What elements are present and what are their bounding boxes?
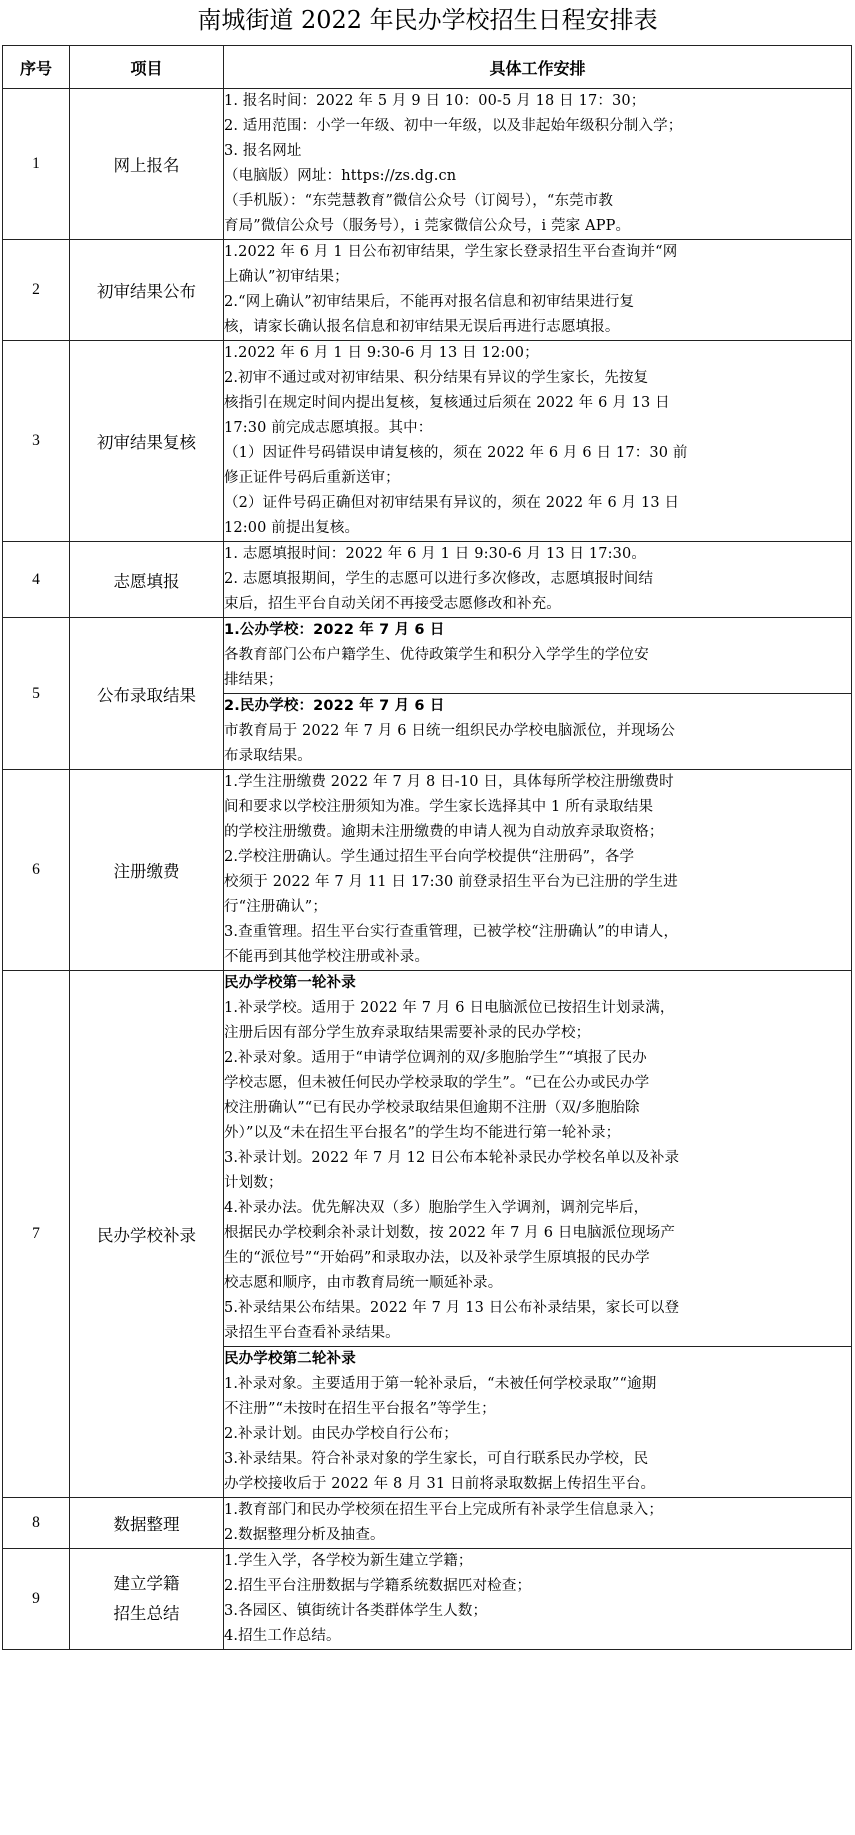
detail-line: 12:00 前提出复核。 (224, 520, 360, 536)
row-detail-section (224, 1347, 852, 1498)
row-item (70, 1549, 224, 1650)
row-number: 9 (3, 1549, 70, 1650)
detail-line: 2. 志愿填报期间，学生的志愿可以进行多次修改，志愿填报时间结 (224, 571, 654, 587)
detail-line: 市教育局于 2022 年 7 月 6 日统一组织民办学校电脑派位，并现场公 (224, 723, 676, 739)
row-detail (224, 341, 852, 542)
header-no: 序号 (3, 46, 70, 89)
detail-line: 3. 报名网址 (224, 143, 302, 159)
detail-line: 根据民办学校剩余补录计划数，按 2022 年 7 月 6 日电脑派位现场产 (224, 1225, 676, 1241)
detail-line: 校须于 2022 年 7 月 11 日 17:30 前登录招生平台为已注册的学生进 (224, 874, 678, 890)
detail-line: 的学校注册缴费。逾期未注册缴费的申请人视为自动放弃录取资格； (224, 824, 664, 840)
detail-line: （1）因证件号码错误申请复核的，须在 2022 年 6 月 6 日 17：30 前 (224, 445, 688, 461)
detail-line: 1.2022 年 6 月 1 日 9:30-6 月 13 日 12:00； (224, 345, 539, 361)
table-row (3, 341, 852, 542)
detail-line: 上确认”初审结果； (224, 269, 349, 285)
row-detail (224, 770, 852, 971)
detail-line: 17:30 前完成志愿填报。其中： (224, 420, 433, 436)
table-body (3, 89, 852, 1650)
row-detail-section (224, 694, 852, 770)
row-detail-section (224, 971, 852, 1347)
detail-line: 3.查重管理。招生平台实行查重管理，已被学校“注册确认”的申请人， (224, 924, 679, 940)
header-item: 项目 (70, 46, 224, 89)
detail-line: 1. 志愿填报时间：2022 年 6 月 1 日 9:30-6 月 13 日 17:30。 (224, 546, 647, 562)
row-item: 初审结果公布 (70, 240, 224, 341)
document-title: 南城街道 2022 年民办学校招生日程安排表 (197, 6, 658, 34)
row-number: 5 (3, 618, 70, 770)
detail-line: 1.学生注册缴费 2022 年 7 月 8 日-10 日，具体每所学校注册缴费时 (224, 774, 674, 790)
detail-line: 学校志愿，但未被任何民办学校录取的学生”。“已在公办或民办学 (224, 1075, 650, 1091)
detail-line: 各教育部门公布户籍学生、优待政策学生和积分入学学生的学位安 (224, 647, 649, 663)
detail-line: 核，请家长确认报名信息和初审结果无误后再进行志愿填报。 (224, 319, 620, 335)
detail-line: 2. 适用范围：小学一年级、初中一年级，以及非起始年级积分制入学； (224, 118, 683, 134)
detail-line: 3.补录结果。符合补录对象的学生家长，可自行联系民办学校，民 (224, 1451, 649, 1467)
detail-line: 排结果； (224, 672, 283, 688)
detail-line: 校志愿和顺序，由市教育局统一顺延补录。 (224, 1275, 503, 1291)
row-number: 2 (3, 240, 70, 341)
section-heading: 民办学校第二轮补录 (224, 1351, 356, 1367)
detail-line: 录招生平台查看补录结果。 (224, 1325, 400, 1341)
detail-line: 间和要求以学校注册须知为准。学生家长选择其中 1 所有录取结果 (224, 799, 654, 815)
row-number: 3 (3, 341, 70, 542)
detail-line: （2）证件号码正确但对初审结果有异议的，须在 2022 年 6 月 13 日 (224, 495, 680, 511)
row-number: 7 (3, 971, 70, 1498)
row-item-line: 招生总结 (113, 1604, 180, 1623)
detail-line: 1. 报名时间：2022 年 5 月 9 日 10：00-5 月 18 日 17：30； (224, 93, 646, 109)
row-item: 注册缴费 (70, 770, 224, 971)
table-row (3, 1549, 852, 1650)
table-row (3, 240, 852, 341)
detail-line: 办学校接收后于 2022 年 8 月 31 日前将录取数据上传招生平台。 (224, 1476, 656, 1492)
row-item: 民办学校补录 (70, 971, 224, 1498)
row-item: 公布录取结果 (70, 618, 224, 770)
detail-line: 1.补录学校。适用于 2022 年 7 月 6 日电脑派位已按招生计划录满， (224, 1000, 675, 1016)
table-header-row (3, 46, 852, 89)
detail-line: 外）”以及“未在招生平台报名”的学生均不能进行第一轮补录； (224, 1125, 621, 1141)
detail-line: 4.招生工作总结。 (224, 1628, 341, 1644)
table-row (3, 971, 852, 1347)
detail-line: 束后，招生平台自动关闭不再接受志愿修改和补充。 (224, 596, 561, 612)
section-heading: 民办学校第一轮补录 (224, 975, 356, 991)
detail-line: （电脑版）网址：https://zs.dg.cn (224, 168, 457, 184)
section-heading: 2.民办学校：2022 年 7 月 6 日 (224, 698, 445, 714)
detail-line: 2.数据整理分析及抽查。 (224, 1527, 385, 1543)
table-row (3, 618, 852, 694)
row-number: 1 (3, 89, 70, 240)
row-number: 6 (3, 770, 70, 971)
detail-line: 2.补录对象。适用于“申请学位调剂的双/多胞胎学生”“填报了民办 (224, 1050, 647, 1066)
detail-line: 2.招生平台注册数据与学籍系统数据匹对检查； (224, 1578, 532, 1594)
detail-line: 3.各园区、镇街统计各类群体学生人数； (224, 1603, 488, 1619)
row-detail (224, 1549, 852, 1650)
detail-line: 1.教育部门和民办学校须在招生平台上完成所有补录学生信息录入； (224, 1502, 663, 1518)
detail-line: 1.补录对象。主要适用于第一轮补录后，“未被任何学校录取”“逾期 (224, 1376, 657, 1392)
detail-line: 校注册确认”“已有民办学校录取结果但逾期不注册（双/多胞胎除 (224, 1100, 640, 1116)
detail-line: 修正证件号码后重新送审； (224, 470, 400, 486)
detail-line: 2.学校注册确认。学生通过招生平台向学校提供“注册码”，各学 (224, 849, 635, 865)
row-item: 数据整理 (70, 1498, 224, 1549)
detail-line: 核指引在规定时间内提出复核，复核通过后须在 2022 年 6 月 13 日 (224, 395, 670, 411)
detail-line: 2.初审不通过或对初审结果、积分结果有异议的学生家长，先按复 (224, 370, 649, 386)
header-detail: 具体工作安排 (224, 46, 852, 89)
row-number: 8 (3, 1498, 70, 1549)
detail-line: 不注册”“未按时在招生平台报名”等学生； (224, 1401, 496, 1417)
detail-line: 注册后因有部分学生放弃录取结果需要补录的民办学校； (224, 1025, 591, 1041)
row-item: 网上报名 (70, 89, 224, 240)
detail-line: 4.补录办法。优先解决双（多）胞胎学生入学调剂，调剂完毕后， (224, 1200, 649, 1216)
detail-line: 2.“网上确认”初审结果后，不能再对报名信息和初审结果进行复 (224, 294, 635, 310)
detail-line: 3.补录计划。2022 年 7 月 12 日公布本轮补录民办学校名单以及补录 (224, 1150, 680, 1166)
detail-line: 生的“派位号”“开始码”和录取办法，以及补录学生原填报的民办学 (224, 1250, 650, 1266)
row-number: 4 (3, 542, 70, 618)
detail-line: 布录取结果。 (224, 748, 312, 764)
table-row (3, 89, 852, 240)
row-item-line: 建立学籍 (113, 1574, 180, 1593)
detail-line: 不能再到其他学校注册或补录。 (224, 949, 430, 965)
row-detail (224, 542, 852, 618)
row-item: 志愿填报 (70, 542, 224, 618)
schedule-table (2, 45, 852, 1650)
detail-line: 计划数； (224, 1175, 283, 1191)
row-detail-section (224, 618, 852, 694)
row-detail (224, 89, 852, 240)
section-heading: 1.公办学校：2022 年 7 月 6 日 (224, 622, 445, 638)
detail-line: 2.补录计划。由民办学校自行公布； (224, 1426, 458, 1442)
detail-line: 5.补录结果公布结果。2022 年 7 月 13 日公布补录结果，家长可以登 (224, 1300, 680, 1316)
detail-line: 育局”微信公众号（服务号），i 莞家微信公众号，i 莞家 APP。 (224, 218, 631, 234)
detail-line: （手机版）：“东莞慧教育”微信公众号（订阅号），“东莞市教 (224, 193, 614, 209)
row-detail (224, 240, 852, 341)
detail-line: 1.学生入学，各学校为新生建立学籍； (224, 1553, 473, 1569)
row-item: 初审结果复核 (70, 341, 224, 542)
detail-line: 行“注册确认”； (224, 899, 328, 915)
table-row (3, 770, 852, 971)
row-detail (224, 1498, 852, 1549)
detail-line: 1.2022 年 6 月 1 日公布初审结果，学生家长登录招生平台查询并“网 (224, 244, 678, 260)
table-row (3, 1498, 852, 1549)
table-row (3, 542, 852, 618)
